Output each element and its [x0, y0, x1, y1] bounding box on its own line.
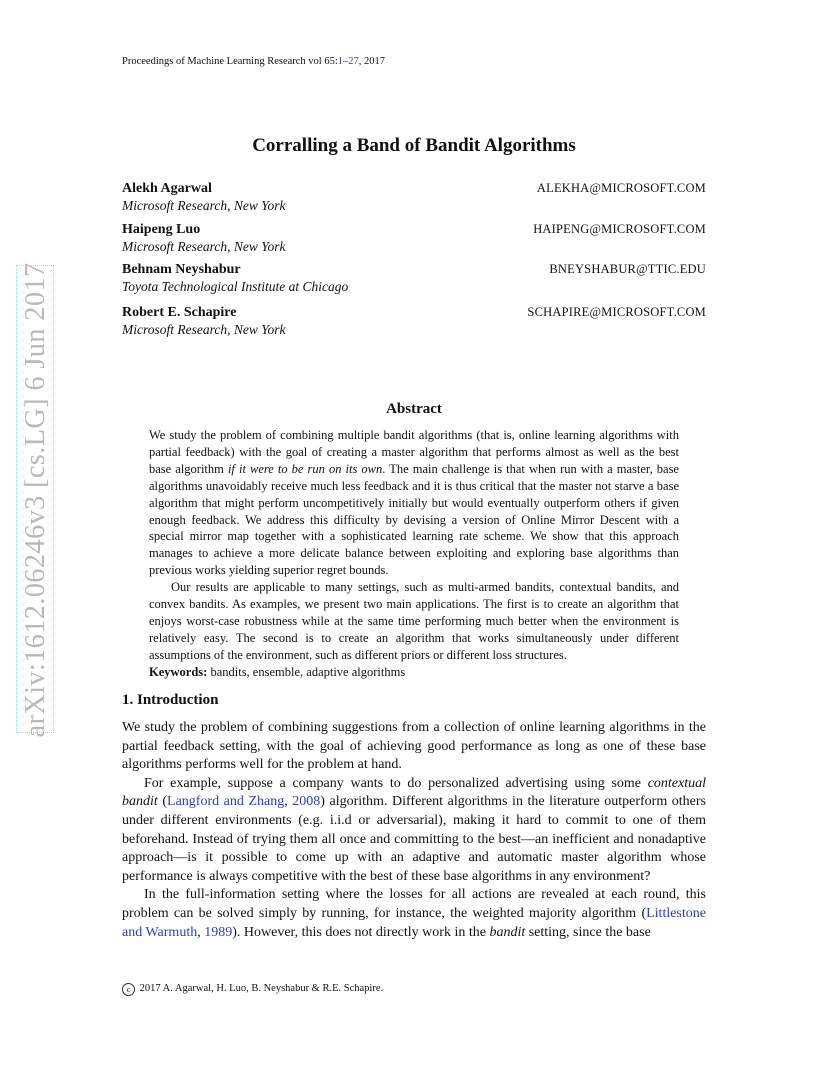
- author-email: BNEYSHABUR@TTIC.EDU: [549, 262, 706, 276]
- keywords-label: Keywords:: [149, 664, 208, 679]
- abstract-text: . The main challenge is that when run with a master, base algorithms unavoidably receive much less feedback and it is thus critical that the master not starve a base algorithm that might perform uncompetitively initially but would eventually outperform others if given enough feedback. We address this difficulty by devising a version of Online Mirror Descent with a special mirror map together with a sophisticated learning rate scheme. We show that this approach manages to achieve a more delicate balance between exploiting and exploring base algorithms than previous works yielding superior regret bounds.: [149, 461, 679, 578]
- body-text: In the full-information setting where the losses for all actions are revealed at each round, this problem can be solved simply by running, for instance, the weighted majority algorithm (: [122, 887, 706, 921]
- citation-year-link[interactable]: 2008: [292, 794, 321, 810]
- header-prefix: Proceedings of Machine Learning Research vol 65:: [122, 56, 338, 67]
- author-name: Behnam Neyshabur: [122, 262, 241, 277]
- arxiv-side-stamp[interactable]: [16, 262, 56, 738]
- body-emphasis: contextual bandit: [122, 775, 706, 810]
- author-name: Alekh Agarwal: [122, 181, 212, 196]
- running-header: [122, 56, 385, 67]
- body-text: ). However, this does not directly work in the: [232, 924, 490, 940]
- author-affiliation: Toyota Technological Institute at Chicago: [122, 279, 349, 294]
- citation-year-link[interactable]: 1989: [204, 924, 233, 940]
- header-suffix: , 2017: [358, 56, 386, 67]
- author-name: Robert E. Schapire: [122, 305, 237, 320]
- copyright-icon: c: [122, 983, 135, 996]
- abstract-heading: Abstract: [386, 401, 442, 417]
- author-affiliation: Microsoft Research, New York: [122, 198, 286, 213]
- body-text: ) algorithm. Different algorithms in the literature outperform others under different environments (e.g. i.i.d or adversarial), making it hard to commit to one of them beforehand. Instead of trying them all once and committing to the best—an inefficient and nonadaptive approach—is it possible to come up with an adaptive and automatic master algorithm whose performance is always competitive with the best of these base algorithms in any environment?: [122, 794, 707, 884]
- author-block: [122, 222, 706, 255]
- paper-title: Corralling a Band of Bandit Algorithms: [252, 135, 576, 156]
- arxiv-identifier: arXiv:1612.06246v3 [cs.LG] 6 Jun 2017: [20, 262, 51, 738]
- body-text: For example, suppose a company wants to do personalized advertising using some: [144, 775, 648, 791]
- author-email: HAIPENG@MICROSOFT.COM: [533, 222, 706, 236]
- abstract-text: We study the problem of combining multiple bandit algorithms (that is, online learning algorithms with partial feedback) with the goal of creating a master algorithm that performs almost as well as the best base algorithm: [149, 428, 679, 476]
- body-text: ,: [284, 794, 293, 810]
- body-text: setting, since the base: [525, 924, 651, 940]
- citation-link[interactable]: Littlestone and Warmuth: [122, 905, 706, 940]
- header-dash: –: [343, 56, 349, 67]
- copyright-footer: [122, 983, 383, 996]
- author-block: [122, 262, 706, 295]
- body-paragraph: We study the problem of combining suggestions from a collection of online learning algorithms in the partial feedback setting, with the goal of achieving good performance as long as one of these base algorithms performs well for the problem at hand.: [122, 720, 706, 773]
- author-email: ALEKHA@MICROSOFT.COM: [536, 181, 706, 195]
- keywords: [149, 664, 679, 681]
- copyright-text: 2017 A. Agarwal, H. Luo, B. Neyshabur & R.E. Schapire.: [137, 983, 384, 994]
- page-end-link[interactable]: 27: [348, 56, 359, 67]
- keywords-list: bandits, ensemble, adaptive algorithms: [207, 664, 406, 679]
- abstract-paragraph: [149, 427, 679, 579]
- section-body: [122, 719, 706, 942]
- author-affiliation: Microsoft Research, New York: [122, 239, 286, 254]
- author-name: Haipeng Luo: [122, 222, 201, 237]
- author-affiliation: Microsoft Research, New York: [122, 322, 286, 337]
- body-paragraph: [122, 775, 706, 887]
- body-emphasis: bandit: [489, 924, 526, 940]
- page-start-link[interactable]: 1: [337, 56, 344, 67]
- abstract-body: [149, 427, 679, 681]
- citation-link[interactable]: Langford and Zhang: [167, 794, 285, 810]
- author-email: SCHAPIRE@MICROSOFT.COM: [527, 305, 706, 319]
- body-paragraph: [122, 886, 706, 942]
- body-text: (: [157, 794, 168, 810]
- abstract-paragraph: Our results are applicable to many settings, such as multi-armed bandits, contextual bandits, and convex bandits. As examples, we present two main applications. The first is to create an algorithm that enjoys worst-case robustness while at the same time performing much better when the environment is relatively easy. The second is to create an algorithm that works simultaneously under different assumptions of the environment, such as different priors or different loss structures.: [149, 580, 679, 662]
- author-block: [122, 181, 706, 214]
- abstract-emphasis: if it were to be run on its own: [227, 461, 383, 476]
- author-block: [122, 305, 706, 338]
- section-heading: 1. Introduction: [122, 692, 219, 708]
- body-text: ,: [197, 924, 205, 940]
